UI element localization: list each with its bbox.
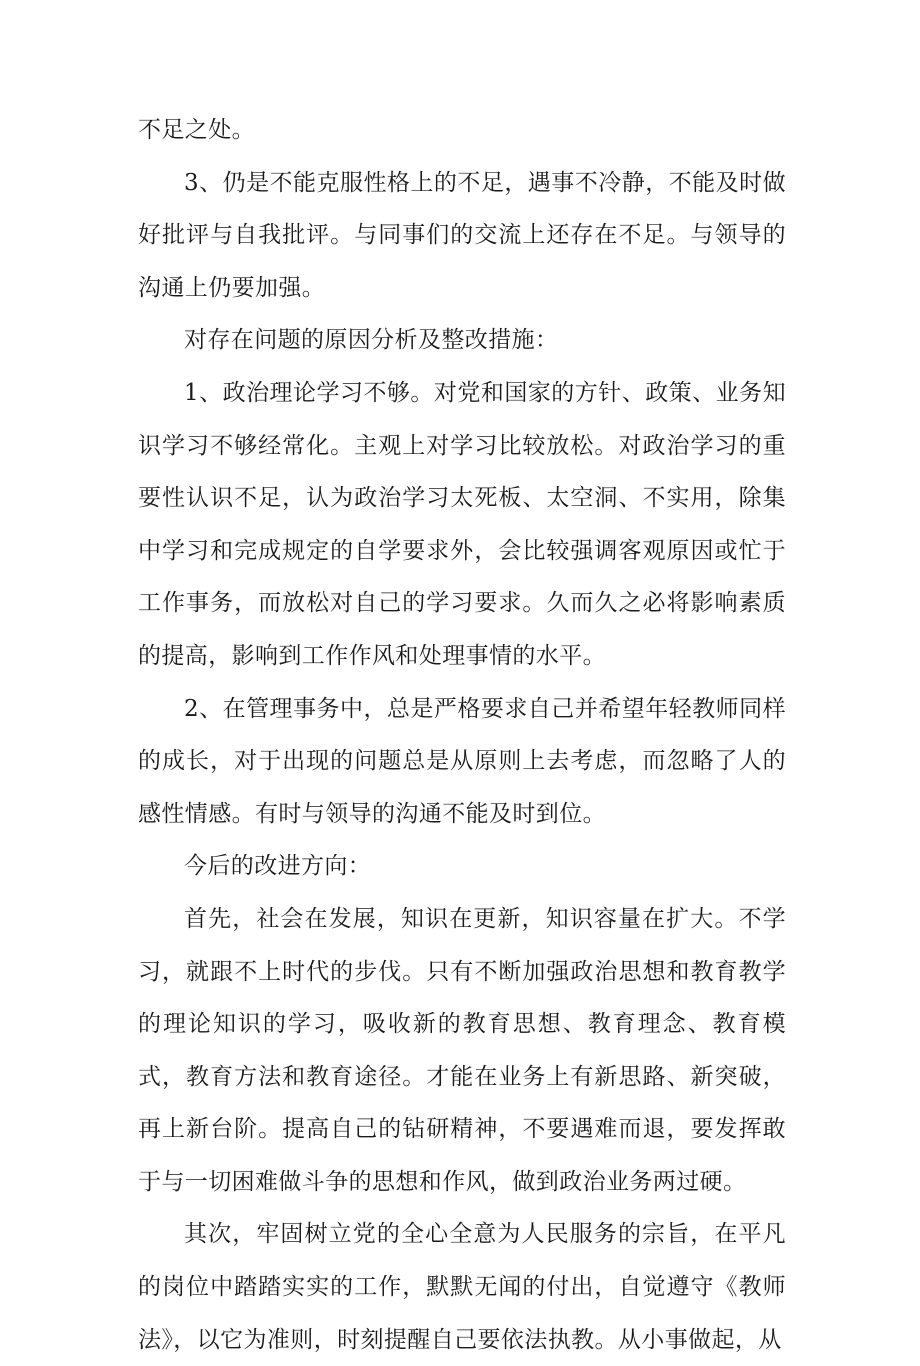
paragraph-cause-1: 1、政治理论学习不够。对党和国家的方针、政策、业务知识学习不够经常化。主观上对学习比较放松。对政治学习的重要性认识不足，认为政治学习太死板、太空洞、不实用，除集中学习和完成规定的自学要求外，会比较强调客观原因或忙于工作事务，而放松对自己的学习要求。久而久之必将影响素质的提高，影响到工作作风和处理事情的水平。 <box>138 379 786 669</box>
paragraph-item-3: 3、仍是不能克服性格上的不足，遇事不冷静，不能及时做好批评与自我批评。与同事们的交流上还存在不足。与领导的沟通上仍要加强。 <box>138 169 786 301</box>
paragraph-improvement-heading: 今后的改进方向： <box>184 853 372 880</box>
paragraph-cause-2: 2、在管理事务中，总是严格要求自己并希望年轻教师同样的成长，对于出现的问题总是从原则上去考虑，而忽略了人的感性情感。有时与领导的沟通不能及时到位。 <box>138 695 786 827</box>
paragraph-continuation: 不足之处。 <box>138 117 255 143</box>
paragraph-cause-heading: 对存在问题的原因分析及整改措施： <box>184 327 559 354</box>
document-body <box>138 104 786 1366</box>
paragraph-second: 其次，牢固树立党的全心全意为人民服务的宗旨，在平凡的岗位中踏踏实实的工作，默默无闻的付出，自觉遵守《教师法》，以它为准则，时刻提醒自己要依法执教。从小事做起，从 <box>138 1221 786 1353</box>
paragraph-first: 首先，社会在发展，知识在更新，知识容量在扩大。不学习，就跟不上时代的步伐。只有不断加强政治思想和教育教学的理论知识的学习，吸收新的教育思想、教育理念、教育模式，教育方法和教育途径。才能在业务上有新思路、新突破，再上新台阶。提高自己的钻研精神，不要遇难而退，要发挥敢于与一切困难做斗争的思想和作风，做到政治业务两过硬。 <box>138 905 786 1195</box>
